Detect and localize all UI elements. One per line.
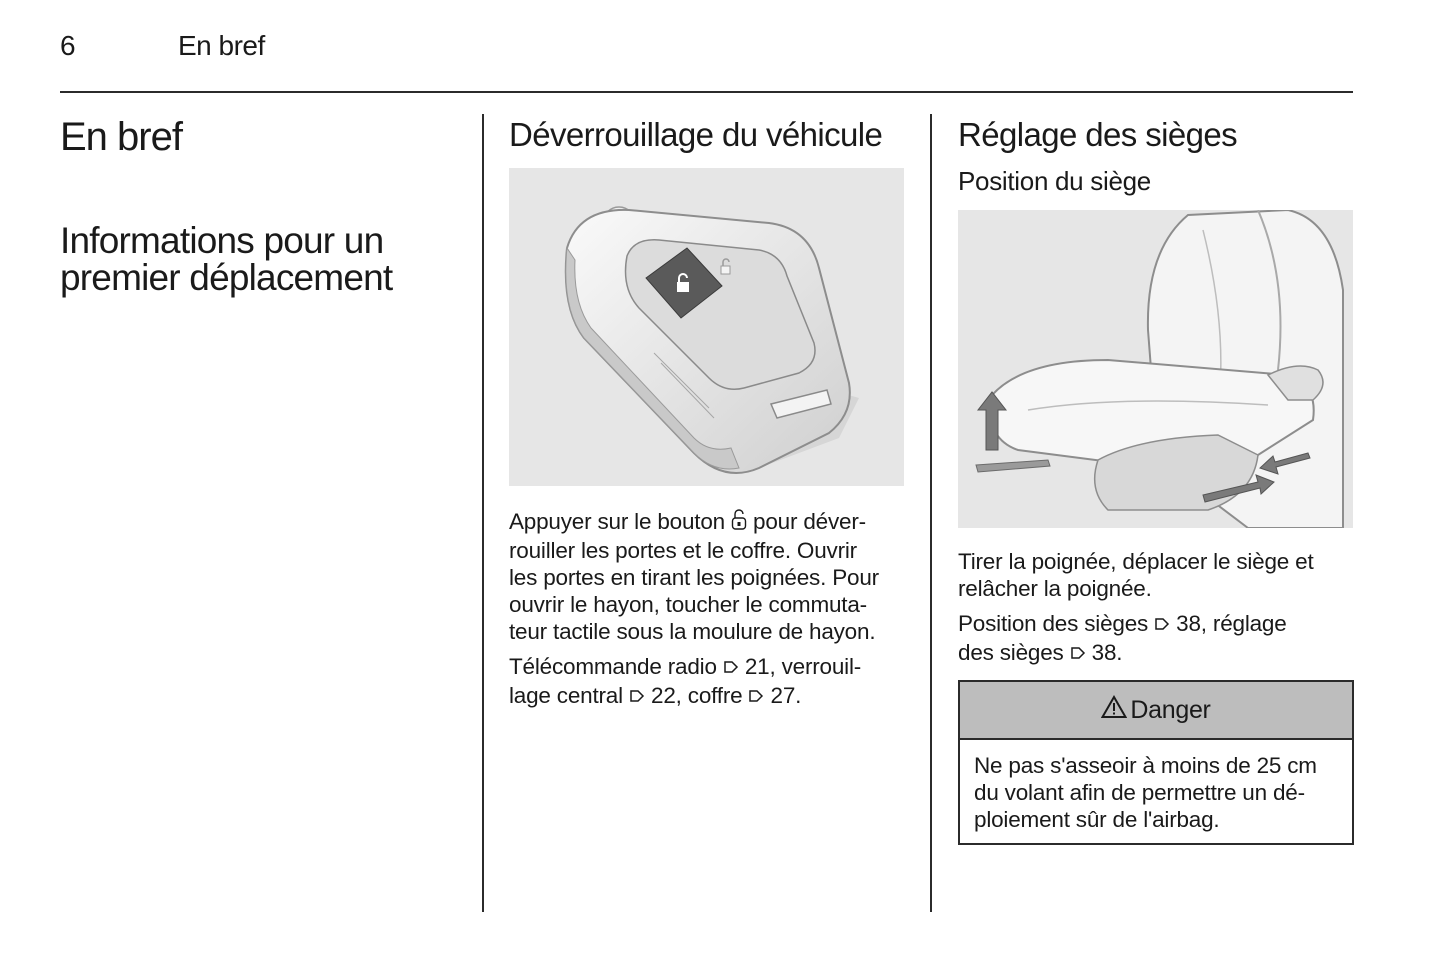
section-title-line-2: premier déplacement (60, 257, 393, 298)
unlock-icon (731, 509, 747, 537)
seat-paragraph-2 (958, 610, 1354, 668)
text-segment: 22, coffre (644, 683, 749, 708)
unlocking-paragraph-2 (509, 653, 907, 711)
unlocking-paragraph-1 (509, 508, 907, 645)
section-title-line-1: Informations pour un (60, 220, 384, 261)
page-reference-icon (1154, 612, 1170, 639)
key-fob-illustration (509, 168, 904, 486)
danger-title: Danger (1130, 695, 1211, 724)
text-segment: 38, réglage (1170, 611, 1287, 636)
text-segment: pour déver- (747, 509, 866, 534)
text-line: Tirer la poignée, déplacer le siège et (958, 549, 1314, 574)
page-number: 6 (60, 30, 76, 61)
text-segment: 21, verrouil- (738, 654, 862, 679)
page-reference-icon (629, 684, 645, 711)
unlocking-text (509, 508, 907, 711)
text-line: les portes en tirant les poignées. Pour (509, 565, 879, 590)
danger-box (958, 680, 1354, 845)
text-line: ploiement sûr de l'airbag. (974, 807, 1220, 832)
text-segment: Appuyer sur le bouton (509, 509, 731, 534)
text-line: ouvrir le hayon, toucher le commuta- (509, 592, 867, 617)
seats-heading: Réglage des sièges (958, 116, 1238, 153)
column-overview (60, 114, 460, 296)
text-segment: Position des sièges (958, 611, 1155, 636)
text-line: du volant afin de permettre un dé- (974, 780, 1305, 805)
seat-text (958, 548, 1354, 668)
text-line: rouiller les portes et le coffre. Ouvrir (509, 538, 857, 563)
text-segment: 38. (1085, 640, 1123, 665)
header-rule (60, 91, 1353, 93)
text-line: relâcher la poignée. (958, 576, 1152, 601)
seat-position-subheading: Position du siège (958, 166, 1151, 196)
column-seats (958, 114, 1354, 845)
danger-header (960, 682, 1352, 740)
text-segment: 27. (764, 683, 802, 708)
section-title (60, 222, 460, 296)
warning-triangle-icon (1101, 695, 1127, 726)
seat-illustration (958, 210, 1353, 528)
text-line: Ne pas s'asseoir à moins de 25 cm (974, 753, 1317, 778)
text-line: teur tactile sous la moulure de hayon. (509, 619, 876, 644)
page-reference-icon (1070, 641, 1086, 668)
column-divider-2 (930, 114, 932, 912)
unlocking-heading: Déverrouillage du véhicule (509, 116, 883, 153)
text-segment: lage central (509, 683, 629, 708)
running-title: En bref (178, 30, 265, 61)
text-segment: Télécommande radio (509, 654, 723, 679)
danger-body (960, 740, 1352, 843)
column-divider-1 (482, 114, 484, 912)
seat-paragraph-1 (958, 548, 1354, 602)
text-segment: des sièges (958, 640, 1070, 665)
page-reference-icon (723, 655, 739, 682)
column-unlocking (509, 114, 907, 711)
chapter-title: En bref (60, 115, 182, 159)
page-reference-icon (748, 684, 764, 711)
